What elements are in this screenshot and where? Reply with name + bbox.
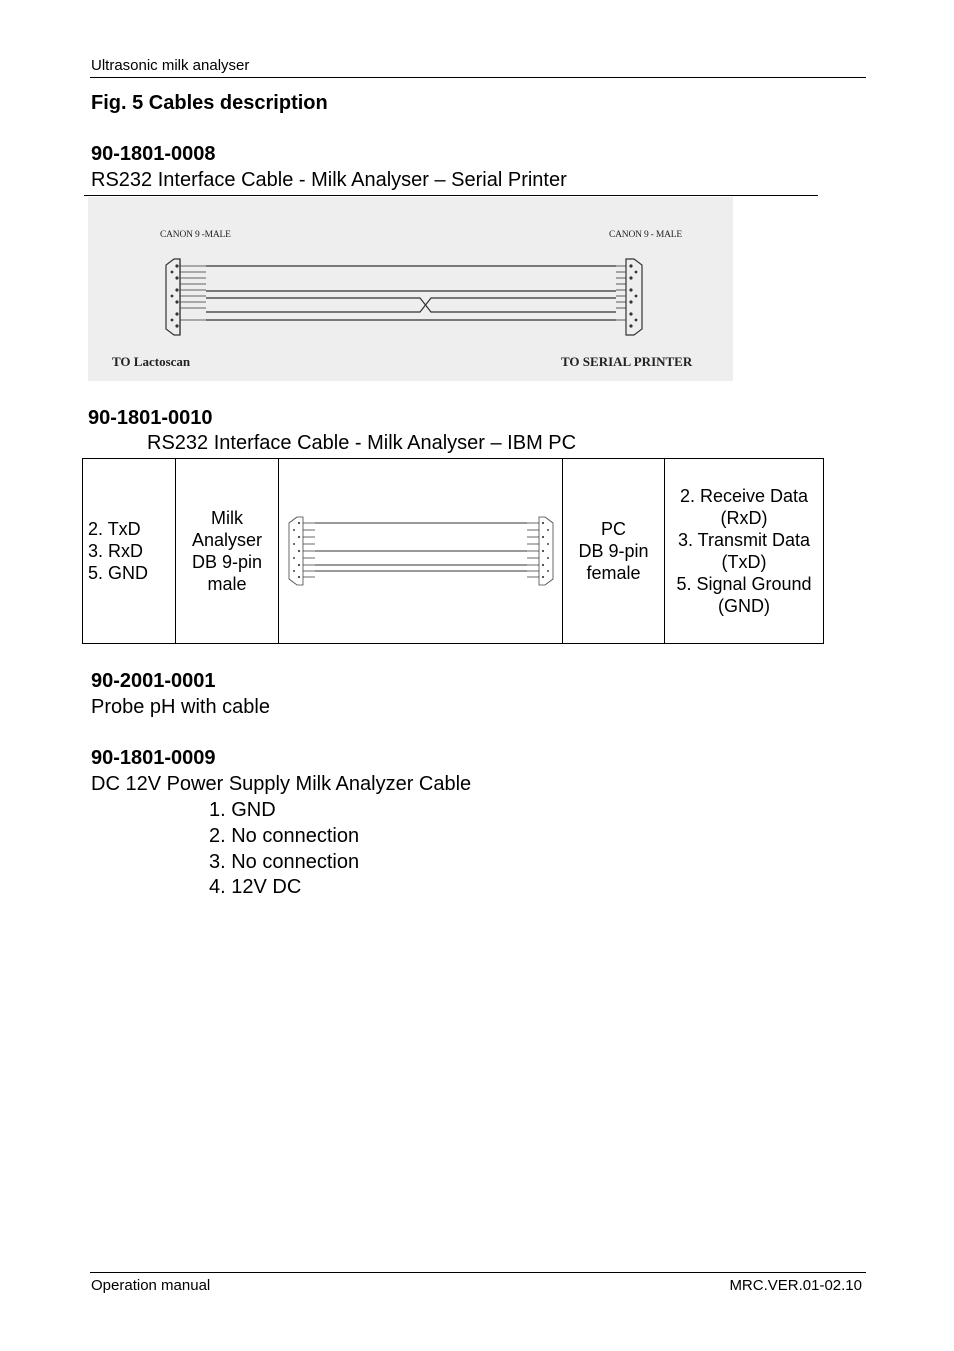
right-pin-line: 3. Transmit Data (677, 530, 811, 550)
cable2-description: RS232 Interface Cable - Milk Analyser – IBM PC (147, 432, 577, 454)
left-pins-cell (83, 459, 176, 644)
cable1-part-number: 90-1801-0008 (91, 143, 216, 165)
left-connector-line: Analyser (191, 530, 263, 550)
list-item: 1. GND (209, 799, 276, 821)
right-db9-connector (616, 259, 642, 335)
right-pin-line: (TxD) (721, 552, 767, 572)
wiring-diagram-cell (279, 459, 563, 644)
serial-printer-cable-diagram (88, 197, 733, 381)
pc-cable-wires (315, 523, 527, 571)
right-pin-line: (RxD) (720, 508, 768, 528)
right-connector-line: PC (600, 519, 626, 539)
left-connector-label: CANON 9 -MALE (160, 230, 231, 240)
list-item: 2. No connection (209, 825, 360, 847)
right-pin-line: (GND) (718, 596, 770, 616)
right-db9-shell (539, 517, 553, 585)
cable2-part-number: 90-1801-0010 (88, 407, 213, 429)
right-pin-line: 5. Signal Ground (676, 574, 812, 594)
right-connector-cell (563, 459, 665, 644)
left-connector-line: DB 9-pin (191, 552, 263, 572)
right-pins-cell (665, 459, 824, 644)
left-pin-rxd: 3. RxD (88, 541, 144, 561)
left-connector-cell (176, 459, 279, 644)
list-item: 4. 12V DC (209, 876, 302, 898)
left-db9-shell (289, 517, 303, 585)
right-end-label: TO SERIAL PRINTER (561, 354, 693, 369)
left-db9-connector (166, 259, 206, 335)
ibm-pc-cable-table (82, 458, 824, 644)
right-connector-line: female (586, 563, 641, 583)
header-rule (90, 77, 866, 78)
list-item: 3. No connection (209, 851, 360, 873)
left-connector-line: Milk (211, 508, 243, 528)
ibm-pc-wiring (279, 459, 562, 643)
serial-cable-wiring (88, 197, 733, 381)
cable1-rule (84, 195, 818, 196)
cable3-part-number: 90-2001-0001 (91, 670, 216, 692)
table-row (83, 459, 824, 644)
footer-left-text: Operation manual (91, 1277, 211, 1294)
left-pin-gnd: 5. GND (88, 563, 149, 583)
right-connector-label: CANON 9 - MALE (609, 230, 682, 240)
cable1-description: RS232 Interface Cable - Milk Analyser – Serial Printer (91, 169, 567, 191)
cable4-description: DC 12V Power Supply Milk Analyzer Cable (91, 773, 472, 795)
footer-rule (90, 1272, 866, 1273)
left-end-label: TO Lactoscan (112, 354, 191, 369)
cable4-part-number: 90-1801-0009 (91, 747, 216, 769)
figure-title: Fig. 5 Cables description (91, 92, 328, 114)
right-pin-line: 2. Receive Data (679, 486, 809, 506)
left-pin-txd: 2. TxD (88, 519, 141, 539)
right-connector-line: DB 9-pin (578, 541, 649, 561)
left-connector-line: male (207, 574, 247, 594)
cable3-description: Probe pH with cable (91, 696, 270, 718)
cable-wires (206, 266, 616, 320)
footer-right-text: MRC.VER.01-02.10 (729, 1277, 862, 1294)
page-header-text: Ultrasonic milk analyser (91, 57, 250, 74)
